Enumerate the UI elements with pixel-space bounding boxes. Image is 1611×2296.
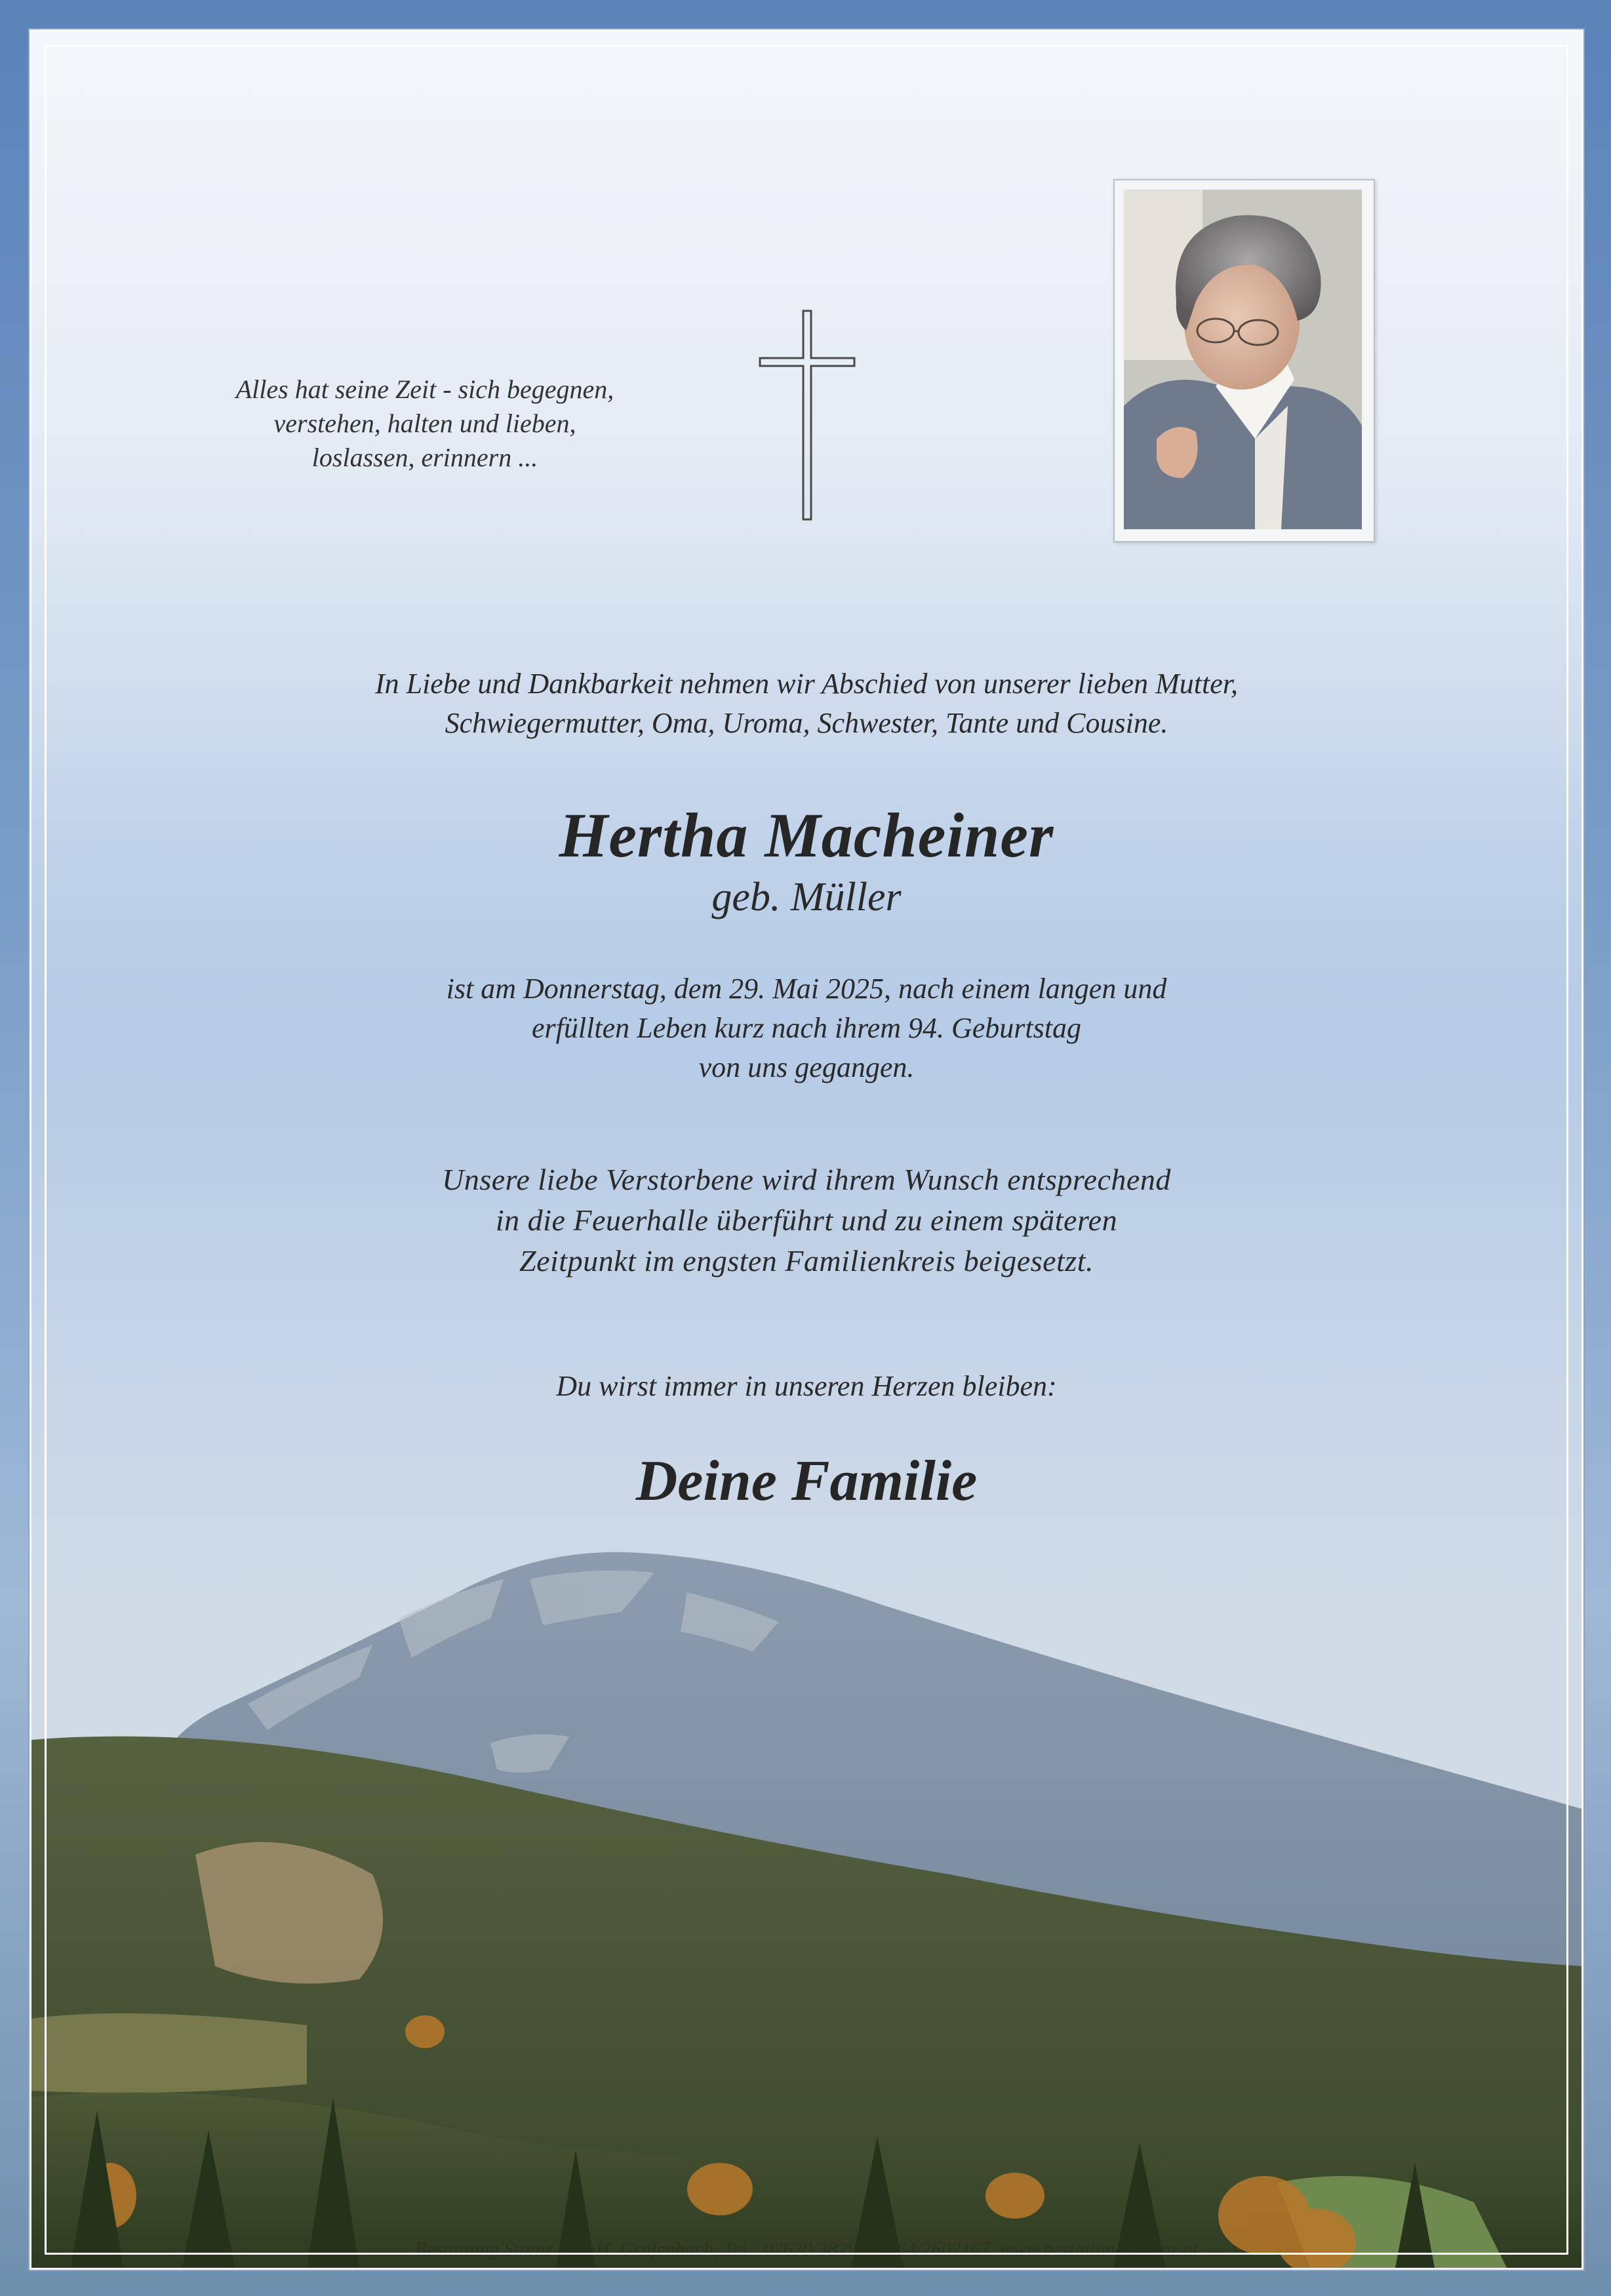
obituary-card	[30, 30, 1583, 2270]
maiden-name: geb. Müller	[711, 875, 902, 919]
intro-text	[31, 664, 1581, 743]
quote-line: loslassen, erinnern ...	[311, 443, 538, 472]
deceased-name: Hertha Macheiner	[559, 800, 1054, 870]
death-line: ist am Donnerstag, dem 29. Mai 2025, nach einem langen und	[446, 973, 1167, 1005]
funeral-line: Zeitpunkt im engsten Familienkreis beigesetzt.	[519, 1244, 1094, 1278]
funeral-line: Unsere liebe Verstorbene wird ihrem Wunsch entsprechend	[442, 1163, 1171, 1196]
funeral-notice	[31, 1159, 1581, 1281]
intro-line: In Liebe und Dankbarkeit nehmen wir Abschied von unserer lieben Mutter,	[374, 668, 1239, 700]
portrait-photo	[1124, 190, 1362, 529]
latin-cross-icon	[758, 307, 856, 523]
funeral-line: in die Feuerhalle überführt und zu einem späteren	[495, 1203, 1118, 1237]
intro-line: Schwiegermutter, Oma, Uroma, Schwester, Tante und Cousine.	[445, 707, 1168, 739]
farewell-line: Du wirst immer in unseren Herzen bleiben:	[556, 1370, 1057, 1402]
death-notice	[31, 969, 1581, 1087]
mountain-landscape	[31, 1507, 1581, 2268]
signoff: Deine Familie	[635, 1449, 978, 1513]
death-line: erfüllten Leben kurz nach ihrem 94. Geburtstag	[532, 1012, 1081, 1044]
funeral-home-footer: Bestattung Strenz GmbH, Grafenbach, Tel.: 02630/38292, 0664/2602167, www.bestattung-strenz.at	[414, 2238, 1199, 2260]
quote-line: verstehen, halten und lieben,	[273, 409, 576, 438]
death-line: von uns gegangen.	[698, 1051, 915, 1083]
quote-line: Alles hat seine Zeit - sich begegnen,	[235, 374, 614, 404]
portrait-frame	[1113, 179, 1375, 542]
opening-quote	[228, 373, 622, 475]
